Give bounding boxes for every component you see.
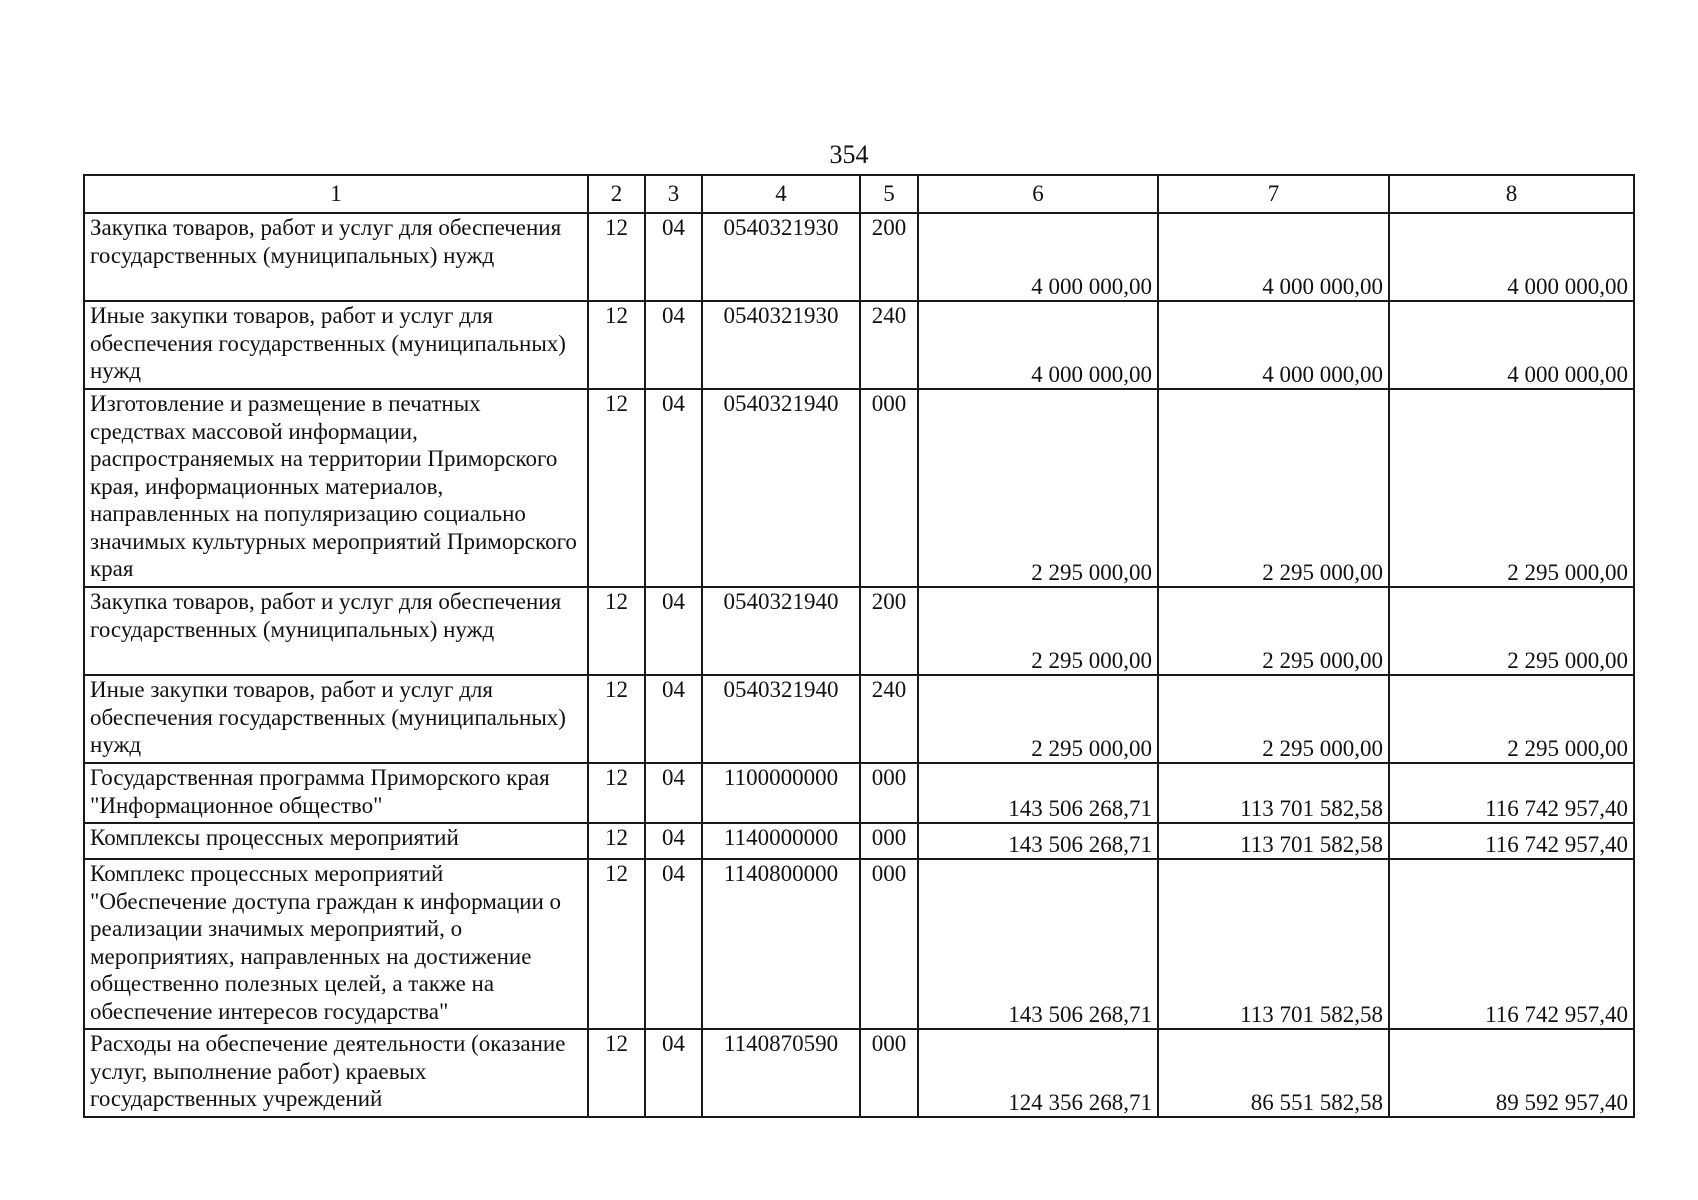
amount-cell-8: 116 742 957,40 xyxy=(1389,763,1634,823)
section-code-cell: 12 xyxy=(588,389,645,587)
column-header: 6 xyxy=(918,175,1158,213)
section-code-cell: 12 xyxy=(588,1029,645,1117)
target-article-cell: 0540321940 xyxy=(702,587,860,675)
column-header: 5 xyxy=(860,175,918,213)
section-code-cell: 12 xyxy=(588,587,645,675)
expense-type-cell: 200 xyxy=(860,587,918,675)
subsection-code-cell: 04 xyxy=(645,389,702,587)
subsection-code-cell: 04 xyxy=(645,823,702,859)
amount-cell-8: 4 000 000,00 xyxy=(1389,213,1634,301)
section-code-cell: 12 xyxy=(588,301,645,389)
table-row xyxy=(84,859,1634,1029)
amount-cell-6: 2 295 000,00 xyxy=(918,389,1158,587)
expense-type-cell: 200 xyxy=(860,213,918,301)
target-article-cell: 0540321940 xyxy=(702,675,860,763)
row-name-cell: Государственная программа Приморского края "Информационное общество" xyxy=(84,763,588,823)
amount-cell-6: 2 295 000,00 xyxy=(918,675,1158,763)
amount-cell-8: 116 742 957,40 xyxy=(1389,823,1634,859)
amount-cell-6: 143 506 268,71 xyxy=(918,763,1158,823)
amount-cell-6: 143 506 268,71 xyxy=(918,859,1158,1029)
target-article-cell: 0540321940 xyxy=(702,389,860,587)
column-header: 8 xyxy=(1389,175,1634,213)
target-article-cell: 1100000000 xyxy=(702,763,860,823)
expense-type-cell: 000 xyxy=(860,823,918,859)
expense-type-cell: 240 xyxy=(860,301,918,389)
subsection-code-cell: 04 xyxy=(645,301,702,389)
subsection-code-cell: 04 xyxy=(645,675,702,763)
amount-cell-6: 124 356 268,71 xyxy=(918,1029,1158,1117)
amount-cell-7: 113 701 582,58 xyxy=(1158,859,1389,1029)
column-header: 2 xyxy=(588,175,645,213)
target-article-cell: 1140800000 xyxy=(702,859,860,1029)
page-number: 354 xyxy=(829,140,869,169)
amount-cell-8: 4 000 000,00 xyxy=(1389,301,1634,389)
expense-type-cell: 000 xyxy=(860,763,918,823)
row-name-cell: Закупка товаров, работ и услуг для обеспечения государственных (муниципальных) нужд xyxy=(84,587,588,675)
column-header: 4 xyxy=(702,175,860,213)
table-row xyxy=(84,301,1634,389)
target-article-cell: 1140000000 xyxy=(702,823,860,859)
row-name-cell: Закупка товаров, работ и услуг для обеспечения государственных (муниципальных) нужд xyxy=(84,213,588,301)
amount-cell-7: 113 701 582,58 xyxy=(1158,823,1389,859)
subsection-code-cell: 04 xyxy=(645,763,702,823)
row-name-cell: Расходы на обеспечение деятельности (оказание услуг, выполнение работ) краевых государственных учреждений xyxy=(84,1029,588,1117)
amount-cell-7: 4 000 000,00 xyxy=(1158,213,1389,301)
amount-cell-8: 116 742 957,40 xyxy=(1389,859,1634,1029)
row-name-cell: Комплекс процессных мероприятий "Обеспечение доступа граждан к информации о реализации значимых мероприятий, о мероприятиях, направленных на достижение общественно полезных целей, а также на обеспечение интересов государства" xyxy=(84,859,588,1029)
expense-type-cell: 240 xyxy=(860,675,918,763)
section-code-cell: 12 xyxy=(588,823,645,859)
expense-type-cell: 000 xyxy=(860,1029,918,1117)
row-name-cell: Иные закупки товаров, работ и услуг для обеспечения государственных (муниципальных) нужд xyxy=(84,301,588,389)
table-row xyxy=(84,587,1634,675)
target-article-cell: 0540321930 xyxy=(702,213,860,301)
section-code-cell: 12 xyxy=(588,859,645,1029)
amount-cell-8: 2 295 000,00 xyxy=(1389,675,1634,763)
table-row xyxy=(84,1029,1634,1117)
section-code-cell: 12 xyxy=(588,675,645,763)
section-code-cell: 12 xyxy=(588,763,645,823)
subsection-code-cell: 04 xyxy=(645,587,702,675)
budget-table xyxy=(83,174,1635,1118)
amount-cell-7: 4 000 000,00 xyxy=(1158,301,1389,389)
amount-cell-7: 2 295 000,00 xyxy=(1158,389,1389,587)
amount-cell-6: 4 000 000,00 xyxy=(918,301,1158,389)
header-row xyxy=(84,175,1634,213)
table-row xyxy=(84,763,1634,823)
expense-type-cell: 000 xyxy=(860,859,918,1029)
table-row xyxy=(84,675,1634,763)
table-row xyxy=(84,213,1634,301)
amount-cell-6: 143 506 268,71 xyxy=(918,823,1158,859)
amount-cell-7: 113 701 582,58 xyxy=(1158,763,1389,823)
expense-type-cell: 000 xyxy=(860,389,918,587)
target-article-cell: 1140870590 xyxy=(702,1029,860,1117)
subsection-code-cell: 04 xyxy=(645,1029,702,1117)
table-row xyxy=(84,389,1634,587)
amount-cell-7: 2 295 000,00 xyxy=(1158,675,1389,763)
section-code-cell: 12 xyxy=(588,213,645,301)
table-row xyxy=(84,823,1634,859)
row-name-cell: Изготовление и размещение в печатных средствах массовой информации, распространяемых на территории Приморского края, информационных материалов, направленных на популяризацию социально значимых культурных мероприятий Приморского края xyxy=(84,389,588,587)
column-header: 7 xyxy=(1158,175,1389,213)
amount-cell-8: 2 295 000,00 xyxy=(1389,389,1634,587)
amount-cell-6: 2 295 000,00 xyxy=(918,587,1158,675)
amount-cell-8: 2 295 000,00 xyxy=(1389,587,1634,675)
amount-cell-7: 86 551 582,58 xyxy=(1158,1029,1389,1117)
amount-cell-7: 2 295 000,00 xyxy=(1158,587,1389,675)
row-name-cell: Комплексы процессных мероприятий xyxy=(84,823,588,859)
target-article-cell: 0540321930 xyxy=(702,301,860,389)
column-header: 3 xyxy=(645,175,702,213)
subsection-code-cell: 04 xyxy=(645,859,702,1029)
amount-cell-6: 4 000 000,00 xyxy=(918,213,1158,301)
amount-cell-8: 89 592 957,40 xyxy=(1389,1029,1634,1117)
column-header: 1 xyxy=(84,175,588,213)
row-name-cell: Иные закупки товаров, работ и услуг для обеспечения государственных (муниципальных) нужд xyxy=(84,675,588,763)
subsection-code-cell: 04 xyxy=(645,213,702,301)
